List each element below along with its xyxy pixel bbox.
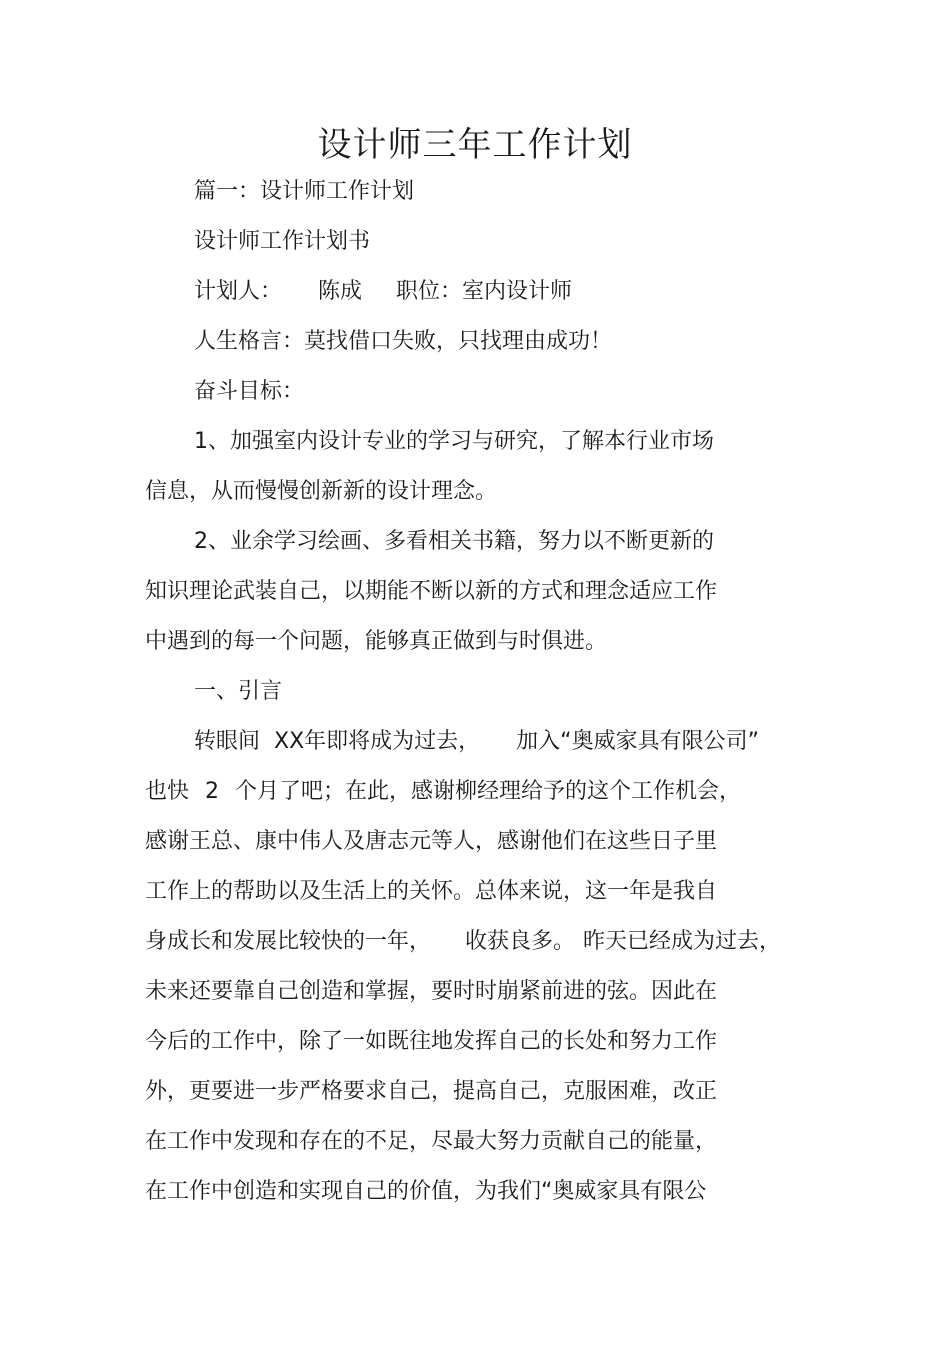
intro-line-4: 工作上的帮助以及生活上的关怀。总体来说，这一年是我自 [145,879,718,904]
position-text: 职位：室内设计师 [396,279,573,304]
planner-name: 陈成 [318,279,363,304]
section-intro-heading: 一、引言 [194,679,283,704]
goal-1-line-2: 信息，从而慢慢创新新的设计理念。 [145,479,498,504]
goals-heading: 奋斗目标： [194,379,305,404]
intro-line-5 [145,927,781,957]
intro-text-f: 个月了吧；在此，感谢柳经理给予的这个工作机会， [235,779,742,804]
intro-line-9: 在工作中发现和存在的不足，尽最大努力贡献自己的能量， [145,1129,718,1154]
intro-text-a: 转眼间 [194,729,261,754]
motto-line: 人生格言：莫找借口失败，只找理由成功！ [194,329,613,354]
intro-line-3: 感谢王总、康中伟人及唐志元等人，感谢他们在这些日子里 [145,829,718,854]
intro-text-d: 也快 [145,779,190,804]
intro-line-10: 在工作中创造和实现自己的价值，为我们“奥威家具有限公 [145,1179,707,1204]
intro-line-6: 未来还要靠自己创造和掌握，要时时崩紧前进的弦。因此在 [145,979,718,1004]
document-title: 设计师三年工作计划 [317,125,633,165]
intro-text-b: XX年即将成为过去， [274,729,481,754]
intro-line-1 [194,727,759,757]
planner-label: 计划人： [194,279,283,304]
intro-line-7: 今后的工作中，除了一如既往地发挥自己的长处和努力工作 [145,1029,718,1054]
planner-line [194,277,572,307]
goal-2-line-1: 2、业余学习绘画、多看相关书籍，努力以不断更新的 [194,529,714,554]
goal-2-line-2: 知识理论武装自己，以期能不断以新的方式和理念适应工作 [145,579,718,604]
intro-text-g: 身成长和发展比较快的一年， [145,929,432,954]
intro-text-i: 昨天已经成为过去， [583,929,782,954]
intro-line-8: 外，更要进一步严格要求自己，提高自己，克服困难，改正 [145,1079,718,1104]
intro-line-2 [145,777,741,807]
plan-book-heading: 设计师工作计划书 [194,229,371,254]
goal-1-line-1: 1、加强室内设计专业的学习与研究，了解本行业市场 [194,429,714,454]
goal-2-line-3: 中遇到的每一个问题，能够真正做到与时俱进。 [145,629,608,654]
intro-text-h: 收获良多。 [465,929,576,954]
intro-text-e: 2 [205,779,220,804]
chapter-heading: 篇一：设计师工作计划 [194,179,415,204]
intro-text-c: 加入“奥威家具有限公司” [516,729,759,754]
